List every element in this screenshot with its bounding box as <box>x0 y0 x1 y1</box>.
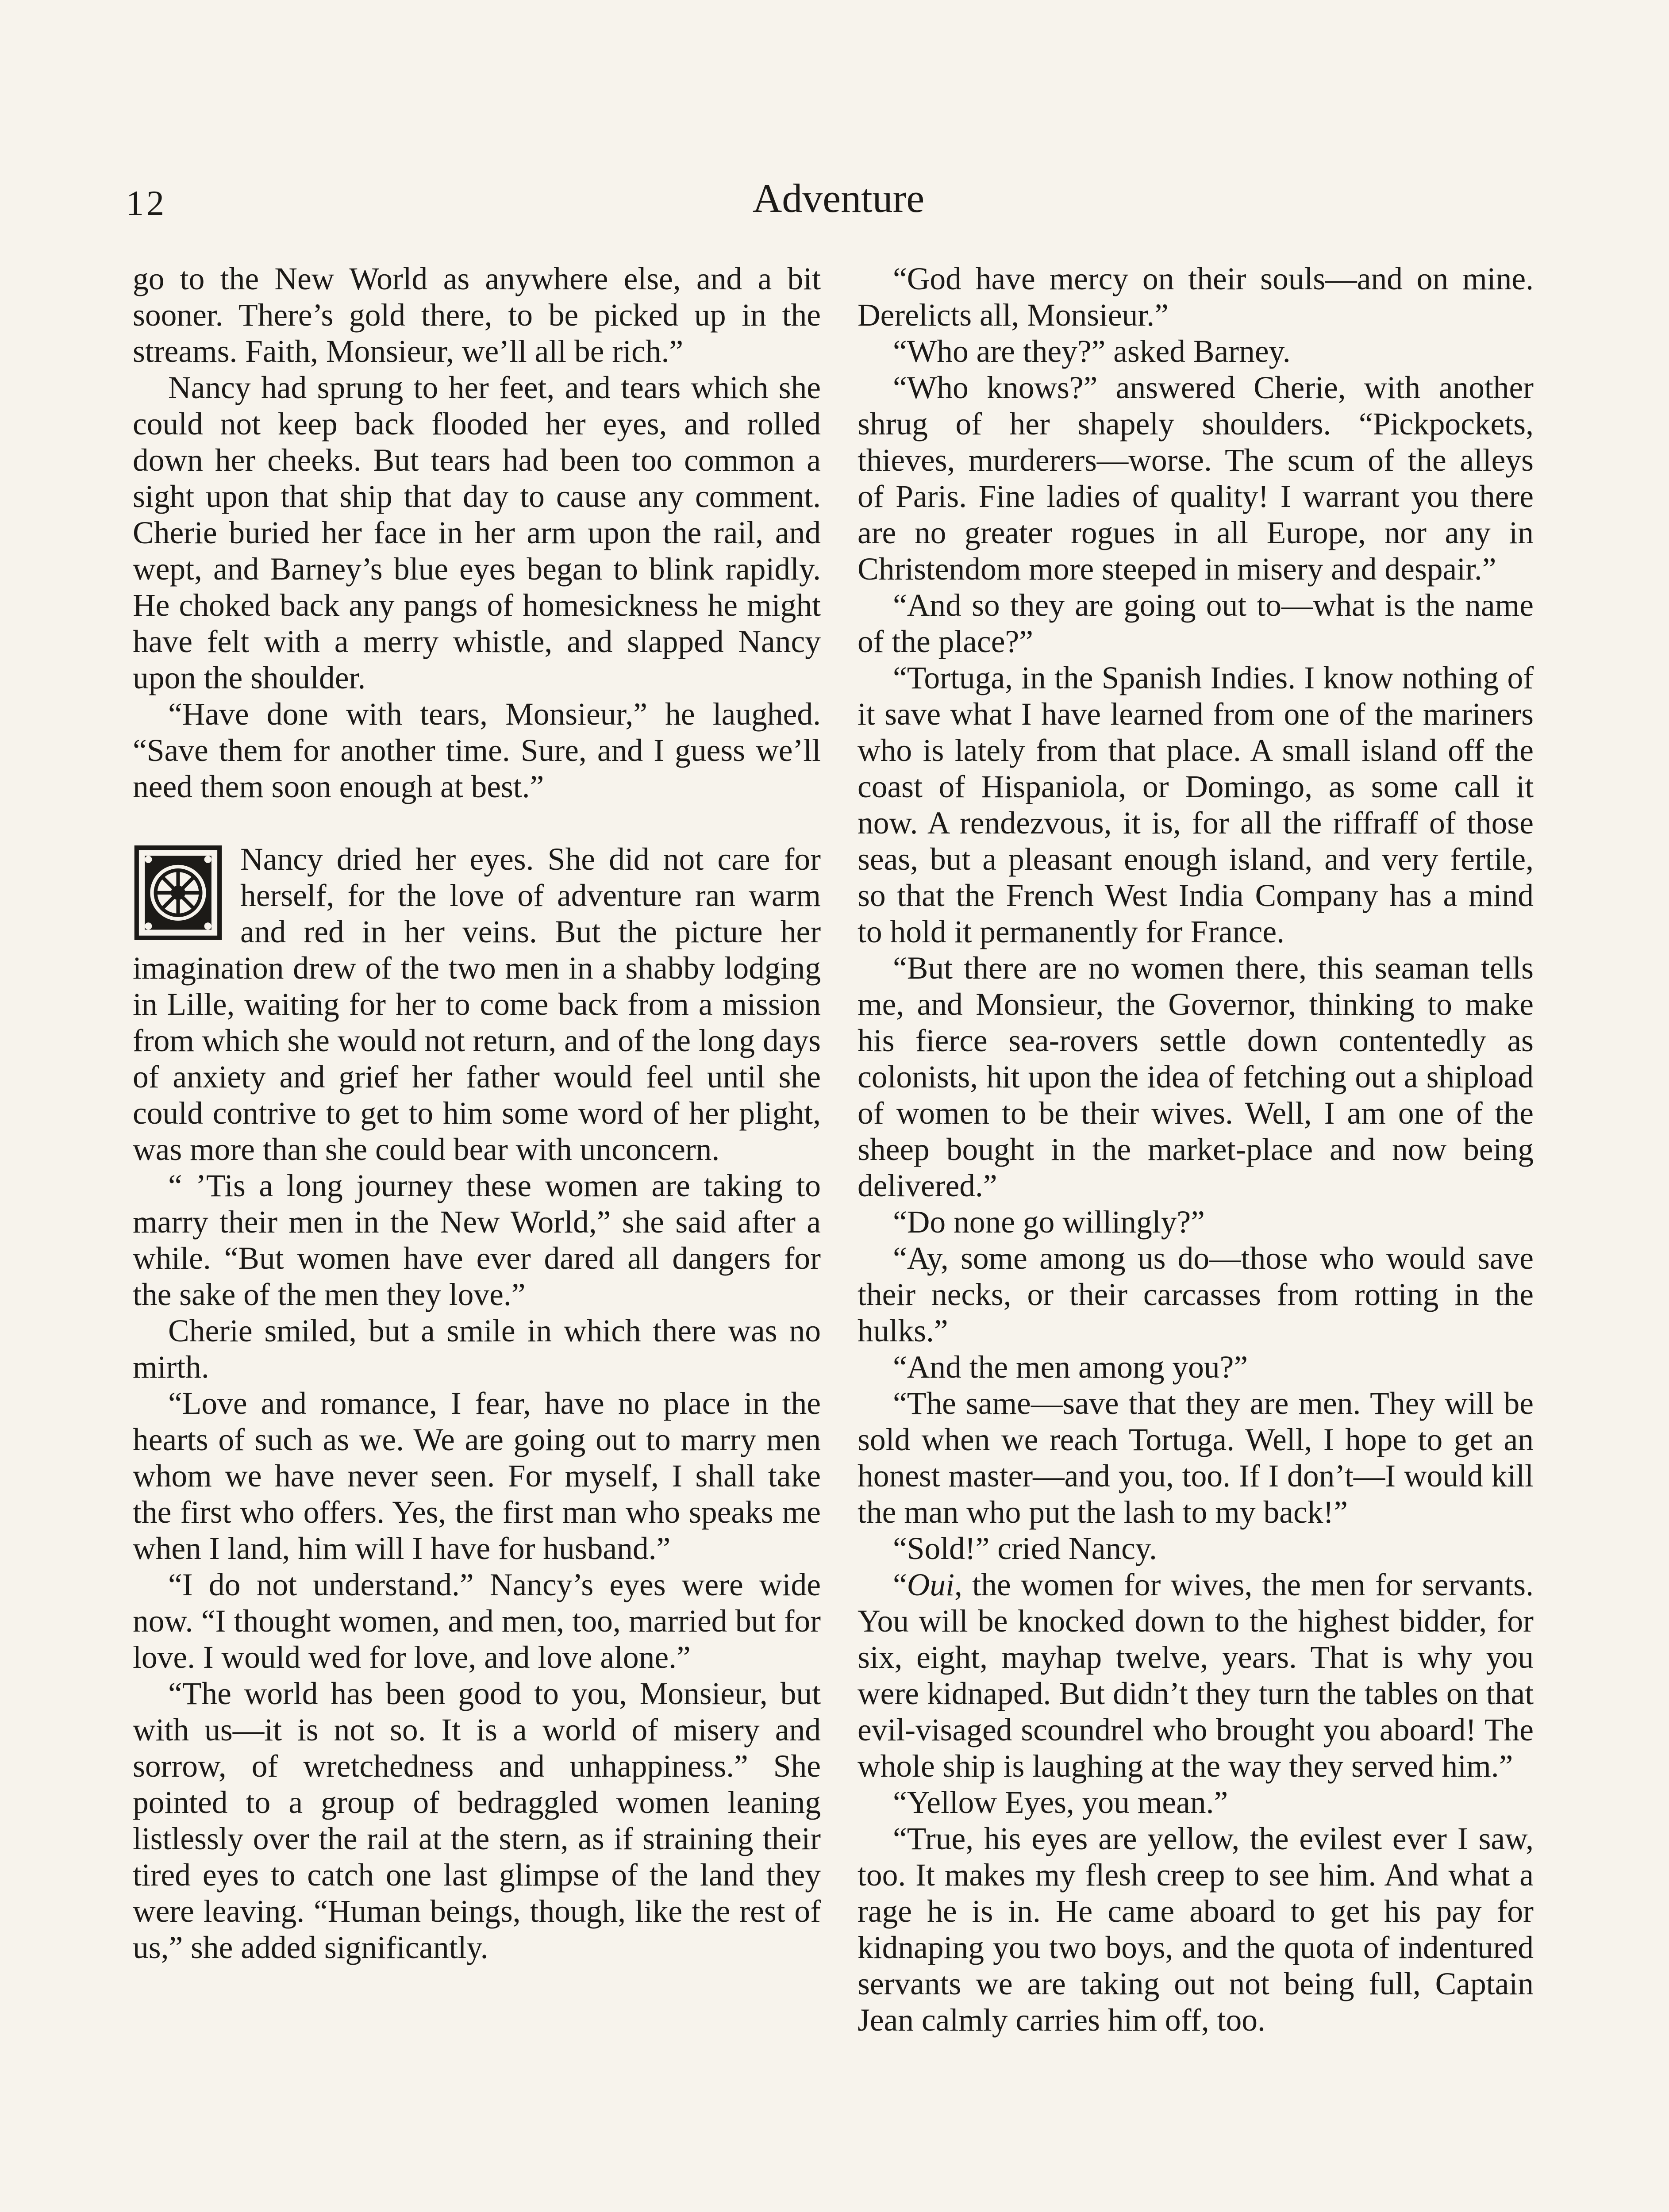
paragraph: “ ’Tis a long journey these women are taking to marry their men in the New World,” she said after a while. “But women have ever dared all dangers for the sake of the men they love.” <box>133 1168 821 1312</box>
paragraph: Nancy had sprung to her feet, and tears which she could not keep back flooded her eyes, and rolled down her cheeks. But tears had been too common a sight upon that ship that day to cause any comment. Cherie buried her face in her arm upon the rail, and wept, and Barney’s blue eyes began to blink rapidly. He choked back any pangs of homesickness he might have felt with a merry whistle, and slapped Nancy upon the shoulder. <box>133 370 821 695</box>
paragraph: “Do none go willingly?” <box>893 1205 1205 1240</box>
paragraph: “Have done with tears, Monsieur,” he laughed. “Save them for another time. Sure, and I guess we’ll need them soon enough at best.” <box>133 697 821 804</box>
paragraph: “The same—save that they are men. They will be sold when we reach Tortuga. Well, I hope to get an honest master—and you, too. If I don’t—I would kill the man who put the lash to my back!” <box>858 1386 1534 1530</box>
right-column <box>858 261 1534 2039</box>
ornamental-initial-icon <box>133 844 223 941</box>
paragraph: “I do not understand.” Nancy’s eyes were wide now. “I thought women, and men, too, married but for love. I would wed for love, and love alone.” <box>133 1567 821 1675</box>
paragraph: “Sold!” cried Nancy. <box>893 1531 1157 1566</box>
paragraph: “The world has been good to you, Monsieur, but with us—it is not so. It is a world of misery and sorrow, of wretchedness and unhappiness.” She pointed to a group of bedraggled women leaning listlessly over the rail at the stern, as if straining their tired eyes to catch one last glimpse of the land they were leaving. “Human beings, though, like the rest of us,” she added significantly. <box>133 1676 821 1965</box>
page-number: 12 <box>126 184 167 223</box>
paragraph: “Ay, some among us do—those who would save their necks, or their carcasses from rotting in the hulks.” <box>858 1241 1534 1348</box>
paragraph: “Who knows?” answered Cherie, with another shrug of her shapely shoulders. “Pickpockets, thieves, murderers—worse. The scum of the alleys of Paris. Fine ladies of quality! I warrant you there are no greater rogues in all Europe, nor any in Christendom more steeped in misery and despair.” <box>858 370 1534 587</box>
paragraph: “Who are they?” asked Barney. <box>893 334 1291 369</box>
paragraph: go to the New World as anywhere else, and a bit sooner. There’s gold there, to be picked up in the streams. Faith, Monsieur, we’ll all be rich.” <box>133 261 821 369</box>
paragraph: “And so they are going out to—what is the name of the place?” <box>858 588 1534 659</box>
paragraph: “And the men among you?” <box>893 1350 1248 1385</box>
paragraph: Cherie smiled, but a smile in which there was no mirth. <box>133 1313 821 1385</box>
paragraph: “God have mercy on their souls—and on mine. Derelicts all, Monsieur.” <box>858 261 1534 333</box>
paragraph: “Oui, the women for wives, the men for servants. You will be knocked down to the highest bidder, for six, eight, mayhap twelve, years. That is why you were kidnaped. But didn’t they turn the tables on that evil-visaged scoundrel who brought you aboard! The whole ship is laughing at the way they served him.” <box>858 1567 1534 1784</box>
paragraph: “Love and romance, I fear, have no place in the hearts of such as we. We are going out to marry men whom we have never seen. For myself, I shall take the first who offers. Yes, the first man who speaks me when I land, him will I have for husband.” <box>133 1386 821 1566</box>
paragraph: “True, his eyes are yellow, the evilest ever I saw, too. It makes my flesh creep to see him. And what a rage he is in. He came aboard to get his pay for kidnaping you two boys, and the quota of indentured servants we are taking out not being full, Captain Jean calmly carries him off, too. <box>858 1821 1534 2038</box>
running-title: Adventure <box>752 176 925 221</box>
italic-word: Oui <box>907 1567 954 1602</box>
left-column <box>133 261 821 1966</box>
paragraph: “Tortuga, in the Spanish Indies. I know nothing of it save what I have learned from one of the mariners who is lately from that place. A small island off the coast of Hispaniola, or Domingo, as some call it now. A rendezvous, it is, for all the riffraff of those seas, but a pleasant enough island, and very fertile, so that the French West India Company has a mind to hold it permanently for France. <box>858 661 1534 949</box>
page-header <box>126 175 1551 232</box>
paragraph-text: , the women for wives, the men for servants. You will be knocked down to the highest bidder, for six, eight, mayhap twelve, years. That is why you were kidnaped. But didn’t they turn the tables on that evil-visaged scoundrel who brought you aboard! The whole ship is laughing at the way they served him.” <box>858 1567 1534 1784</box>
section-opening-paragraph <box>133 841 821 1168</box>
paragraph: “But there are no women there, this seaman tells me, and Monsieur, the Governor, thinking to make his fierce sea-rovers settle down contentedly as colonists, hit upon the idea of fetching out a shipload of women to be their wives. Well, I am one of the sheep bought in the market-place and now being delivered.” <box>858 951 1534 1203</box>
paragraph-text: Nancy dried her eyes. She did not care for herself, for the love of adventure ran warm and red in her veins. But the picture her imagination drew of the two men in a shabby lodging in Lille, waiting for her to come back from a mission from which she would not return, and of the long days of anxiety and grief her father would feel until she could contrive to get to him some word of her plight, was more than she could bear with unconcern. <box>133 842 821 1167</box>
paragraph: “Yellow Eyes, you mean.” <box>893 1785 1228 1820</box>
